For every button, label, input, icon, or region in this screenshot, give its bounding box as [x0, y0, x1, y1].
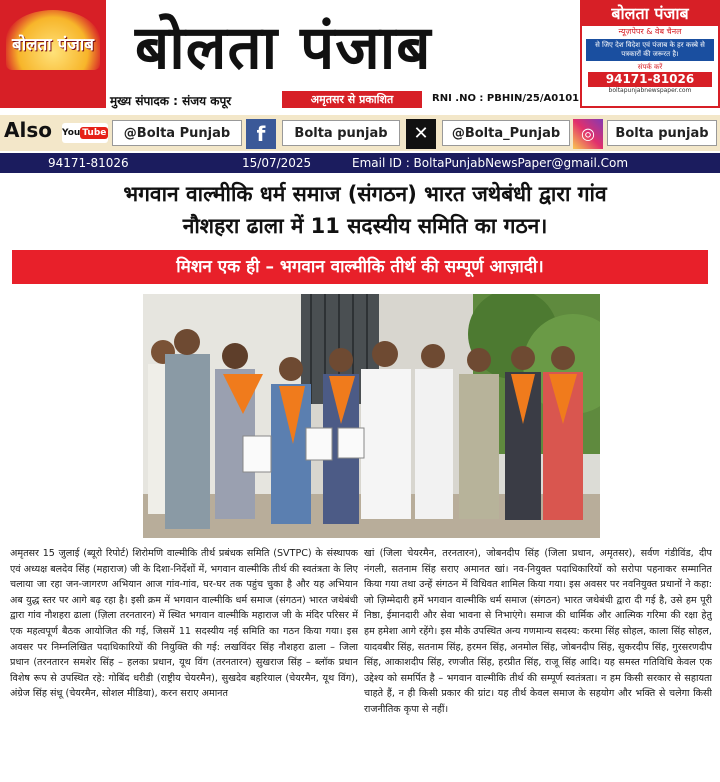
brand-logo: [0, 0, 106, 108]
slogan-banner: मिशन एक ही – भगवान वाल्मीकि तीर्थ की सम्पूर्ण आज़ादी।: [12, 250, 708, 284]
rni-number: RNI .NO : PBHIN/25/A0101: [432, 93, 580, 104]
info-date: 15/07/2025: [242, 156, 312, 170]
info-email: Email ID : BoltaPunjabNewsPaper@gmail.Com: [352, 156, 629, 170]
info-phone: 94171-81026: [48, 156, 129, 170]
article-column-2: खां (जिला चेयरमैन, तरनतारन), जोबनदीप सिंह (जिला प्रधान, अमृतसर), सर्वण गंडीविंड, दीप नंगली, सतनाम सिंह सराए अमानत खां। नव-नियुक्त पदाधिकारियों को सरोपा पहनाकर सम्मानित किया गया तथा उन्हें संगठन में विधिवत शामिल किया गया। इस अवसर पर नवनियुक्त प्रधानों ने कहा: जो ज़िम्मेदारी हमें भगवान वाल्मीकि धर्म समाज (संगठन) भारत जथेबंधी द्वारा दी गई है, उसे हम पूरी निष्ठा, ईमानदारी और सेवा भावना से निभाएंगे। समाज की धार्मिक और आत्मिक गरिमा की रक्षा हेतु हम हमेशा आगे रहेंगे। इस मौके उपस्थित अन्य गणमान्य सदस्य: करमा सिंह सोहल, काला सिंह सोहल, यादवबीर सिंह, सतनाम सिंह, हरमन सिंह, अनमोल सिंह, जोबनदीप सिंह, सुकरदीप सिंह, गुरसरणदीप सिंह, आकाशदीप सिंह, रणजीत सिंह, हरप्रीत सिंह, राजू सिंह आदि। यह समस्त गतिविधि केवल एक उद्देश्य को समर्पित है – भगवान वाल्मीकि तीर्थ की सम्पूर्ण स्वतंत्रता। न हम किसी सरकार से सहायता चाहते हैं, न ही किसी प्रकार की ग्रांट। यह तीर्थ केवल समाज के सहयोग और भक्ति से चलेगा किसी राजनीतिक कृपा से नहीं।: [364, 548, 712, 715]
headline-line-2: नौशहरा ढाला में 11 सदस्यीय समिति का गठन।: [182, 214, 548, 238]
promo-phone: 94171-81026: [588, 72, 712, 87]
promo-box: [580, 0, 720, 108]
instagram-icon[interactable]: ◎: [573, 119, 603, 149]
youtube-handle[interactable]: @Bolta Punjab: [112, 120, 242, 146]
youtube-you-text: You: [62, 128, 81, 138]
promo-title: बोलता पंजाब: [582, 2, 718, 26]
promo-email: boltapunjabnewspaper.com: [608, 87, 692, 94]
instagram-handle[interactable]: Bolta punjab: [607, 120, 717, 146]
article-column-1: अमृतसर 15 जुलाई (ब्यूरो रिपोर्ट) शिरोमणि वाल्मीकि तीर्थ प्रबंधक समिति (SVTPC) के संस्थापक एवं अध्यक्ष बलदेव सिंह (महाराज) जी के दिशा-निर्देशों में, भगवान वाल्मीकि तीर्थ की स्वतंत्रता के लिए चलाया जा रहा जन-जागरण अभियान आज गांव-गांव, घर-घर तक पहुंच चुका है और यह अभियान अब युद्ध स्तर पर आगे बढ़ रहा है। इसी क्रम में भगवान वाल्मीकि धर्म समाज (संगठन) भारत जथेबंधी द्वारा गांव नौशहरा ढाला (ज़िला तरनतारन) में स्थित भगवान वाल्मीकि महाराज जी के मंदिर परिसर में एक महत्वपूर्ण बैठक आयोजित की गई, जिसमें 11 सदस्यीय नई समिति का गठन किया गया। इस अवसर पर निम्नलिखित पदाधिकारियों की नियुक्ति की गई: लखविंदर सिंह नौशहरा ढाला – जिला प्रधान (तरनतारन समशेर सिंह – हलका प्रधान, यूथ विंग (तरनतारन) सुखराज सिंह – ब्लॉक प्रधान विशेष रूप से उपस्थित रहे: गोबिंद धरीडी (राष्ट्रीय चेयरमैन), सुखदेव बहरियाल (चेयरमैन, यूथ विंग), अंग्रेज सिंह संधू (चेयरमैन, सोशल मीडिया), करन सराए अमानत: [10, 548, 358, 700]
promo-contact-label: संपर्क करें: [637, 63, 663, 71]
facebook-handle[interactable]: Bolta punjab: [282, 120, 400, 146]
youtube-icon[interactable]: [62, 123, 108, 143]
facebook-icon[interactable]: f: [246, 119, 276, 149]
news-photo: [143, 294, 600, 538]
headline: [20, 178, 710, 242]
headline-line-1: भगवान वाल्मीकि धर्म समाज (संगठन) भारत जथेबंधी द्वारा गांव: [123, 182, 607, 206]
chief-editor: मुख्य संपादक : संजय कपूर: [110, 94, 232, 108]
x-icon[interactable]: ✕: [406, 119, 436, 149]
newspaper-title: बोलता पंजाब: [135, 13, 432, 83]
youtube-tube-text: Tube: [82, 128, 107, 138]
brand-logo-text: बोलता पंजाब: [11, 35, 95, 55]
promo-subtitle: न्यूज़पेपर & वेब चैनल: [618, 27, 682, 36]
also-label: Also: [4, 118, 52, 142]
promo-message: से जिए देश विदेश एवं पंजाब के हर कस्बे से पत्रकारों की जरूरत है।: [586, 39, 714, 61]
published-from-badge: अमृतसर से प्रकाशित: [282, 91, 422, 108]
x-handle[interactable]: @Bolta_Punjab: [442, 120, 570, 146]
